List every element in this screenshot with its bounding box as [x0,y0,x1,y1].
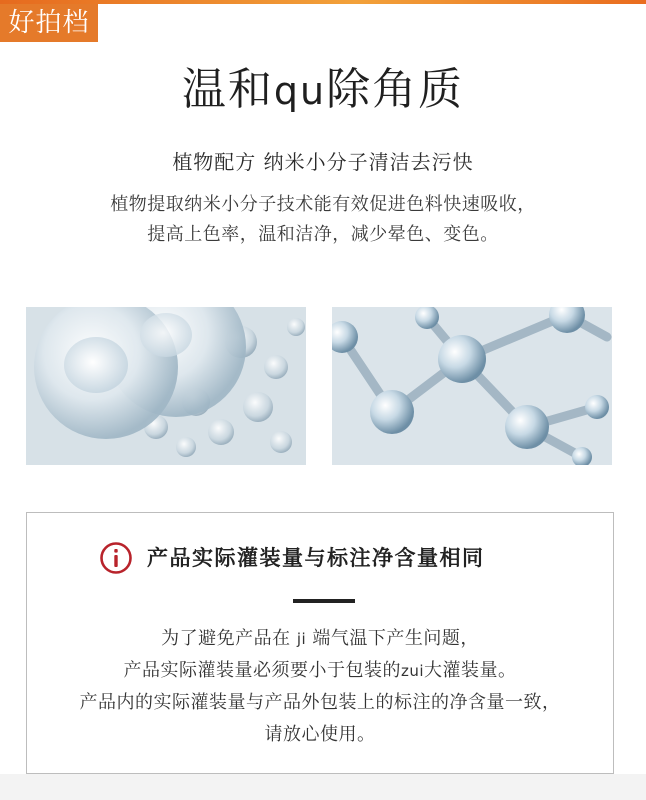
notice-line: 请放心使用。 [264,724,376,745]
title-part-1: 温和 [181,64,274,115]
description [60,190,586,250]
notice-text: ji [296,630,307,648]
fill-volume-notice [26,512,614,774]
notice-line: 产品内的实际灌装量与产品外包装上的标注的净含量一致， [79,692,561,713]
subtitle: 植物配方 纳米小分子清洁去污快 [172,150,474,174]
notice-header [27,541,613,575]
title-latin: qu [273,69,327,113]
bottom-band [0,774,646,800]
molecule-image [332,307,612,465]
description-line: 提高上色率，温和洁净，减少晕色、变色。 [147,224,499,245]
notice-text: 端气温下产生问题， [312,628,479,649]
cells-image [26,307,306,465]
notice-line [27,655,613,687]
description-line: 植物提取纳米小分子技术能有效促进色料快速吸收， [110,194,536,215]
notice-text: 产品实际灌装量必须要小于包装的 [123,660,401,681]
notice-divider [293,599,355,603]
title-part-2: 除角质 [326,64,465,115]
notice-line [27,623,613,655]
notice-text: zui [400,662,425,680]
notice-text: 大灌装量。 [424,660,517,681]
brand-watermark: 好拍档 [0,4,98,42]
page-title [0,62,646,119]
notice-title: 产品实际灌装量与标注净含量相同 [147,546,485,570]
notice-text: 为了避免产品在 [161,628,291,649]
notice-body [27,623,613,751]
info-circle-icon [99,541,133,575]
